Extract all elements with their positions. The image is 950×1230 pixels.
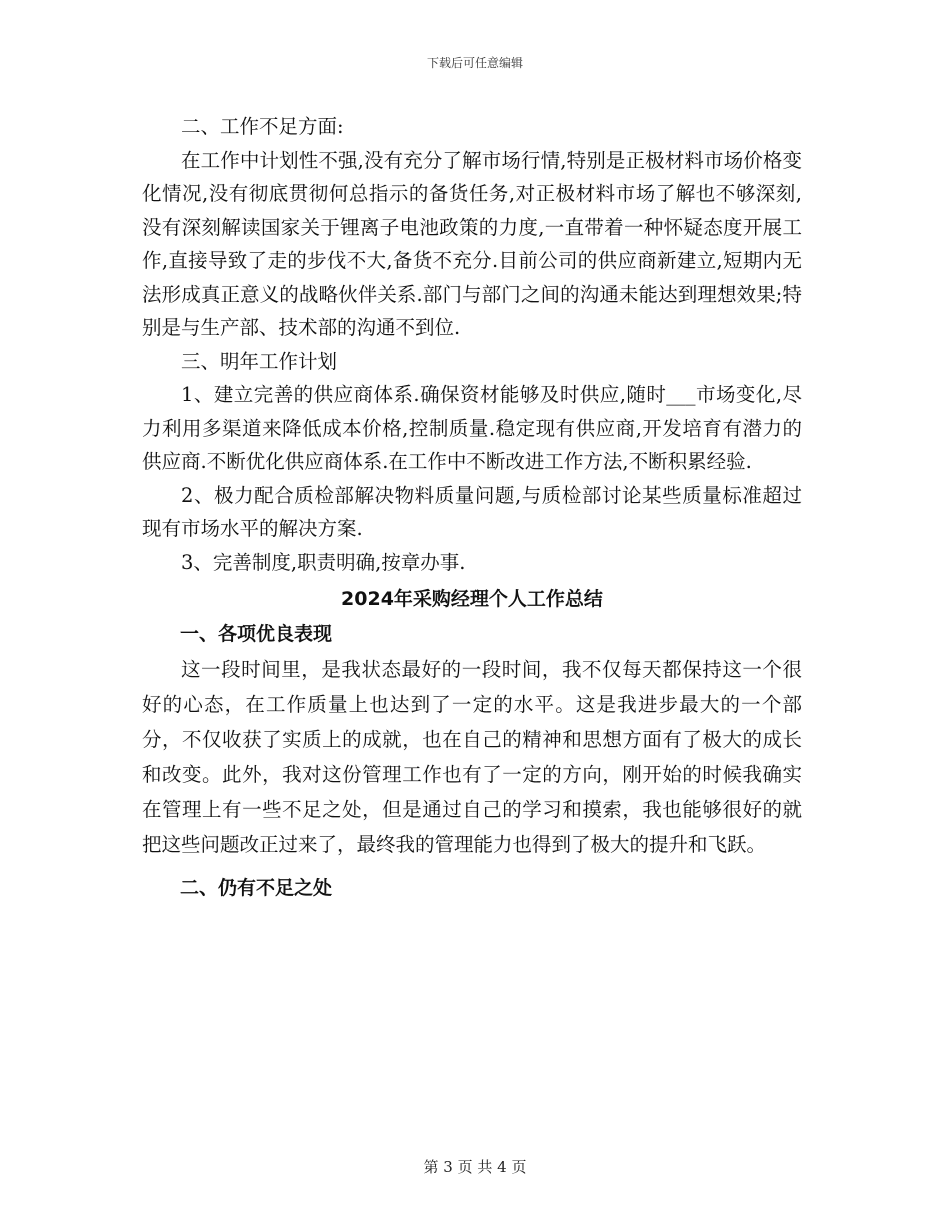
heading-remaining-shortcomings: 二、仍有不足之处 — [180, 877, 333, 899]
plan-item-2: 2、极力配合质检部解决物料质量问题,与质检部讨论某些质量标准超过现有市场水平的解决方案. — [142, 483, 802, 540]
heading-good-performance: 一、各项优良表现 — [180, 623, 333, 645]
shortcomings-paragraph: 在工作中计划性不强,没有充分了解市场行情,特别是正极材料市场价格变化情况,没有彻底贯彻何总指示的备货任务,对正极材料市场了解也不够深刻,没有深刻解读国家关于锂离子电池政策的力度,一直带着一种怀疑态度开展工作,直接导致了走的步伐不大,备货不充分.目前公司的供应商新建立,短期内无法形成真正意义的战略伙伴关系.部门与部门之间的沟通未能达到理想效果;特别是与生产部、技术部的沟通不到位. — [142, 148, 802, 339]
document-title: 2024年采购经理个人工作总结 — [341, 588, 603, 610]
plan-item-1: 1、建立完善的供应商体系.确保资材能够及时供应,随时___市场变化,尽力利用多渠道来降低成本价格,控制质量.稳定现有供应商,开发培育有潜力的供应商.不断优化供应商体系.在工作中不断改进工作方法,不断积累经验. — [142, 383, 802, 473]
section-heading-shortcomings: 二、工作不足方面: — [181, 115, 344, 138]
page-number-footer: 第 3 页 共 4 页 — [423, 1158, 527, 1176]
page-header-note: 下载后可任意编辑 — [426, 56, 523, 70]
document-body — [142, 110, 802, 906]
good-performance-paragraph: 这一段时间里，是我状态最好的一段时间，我不仅每天都保持这一个很好的心态，在工作质量上也达到了一定的水平。这是我进步最大的一个部分，不仅收获了实质上的成就，也在自己的精神和思想方面有了极大的成长和改变。此外，我对这份管理工作也有了一定的方向，刚开始的时候我确实在管理上有一些不足之处，但是通过自己的学习和摸索，我也能够很好的就把这些问题改正过来了，最终我的管理能力也得到了极大的提升和飞跃。 — [142, 658, 802, 856]
section-heading-next-year-plan: 三、明年工作计划 — [181, 349, 338, 373]
plan-item-3: 3、完善制度,职责明确,按章办事. — [181, 550, 466, 574]
